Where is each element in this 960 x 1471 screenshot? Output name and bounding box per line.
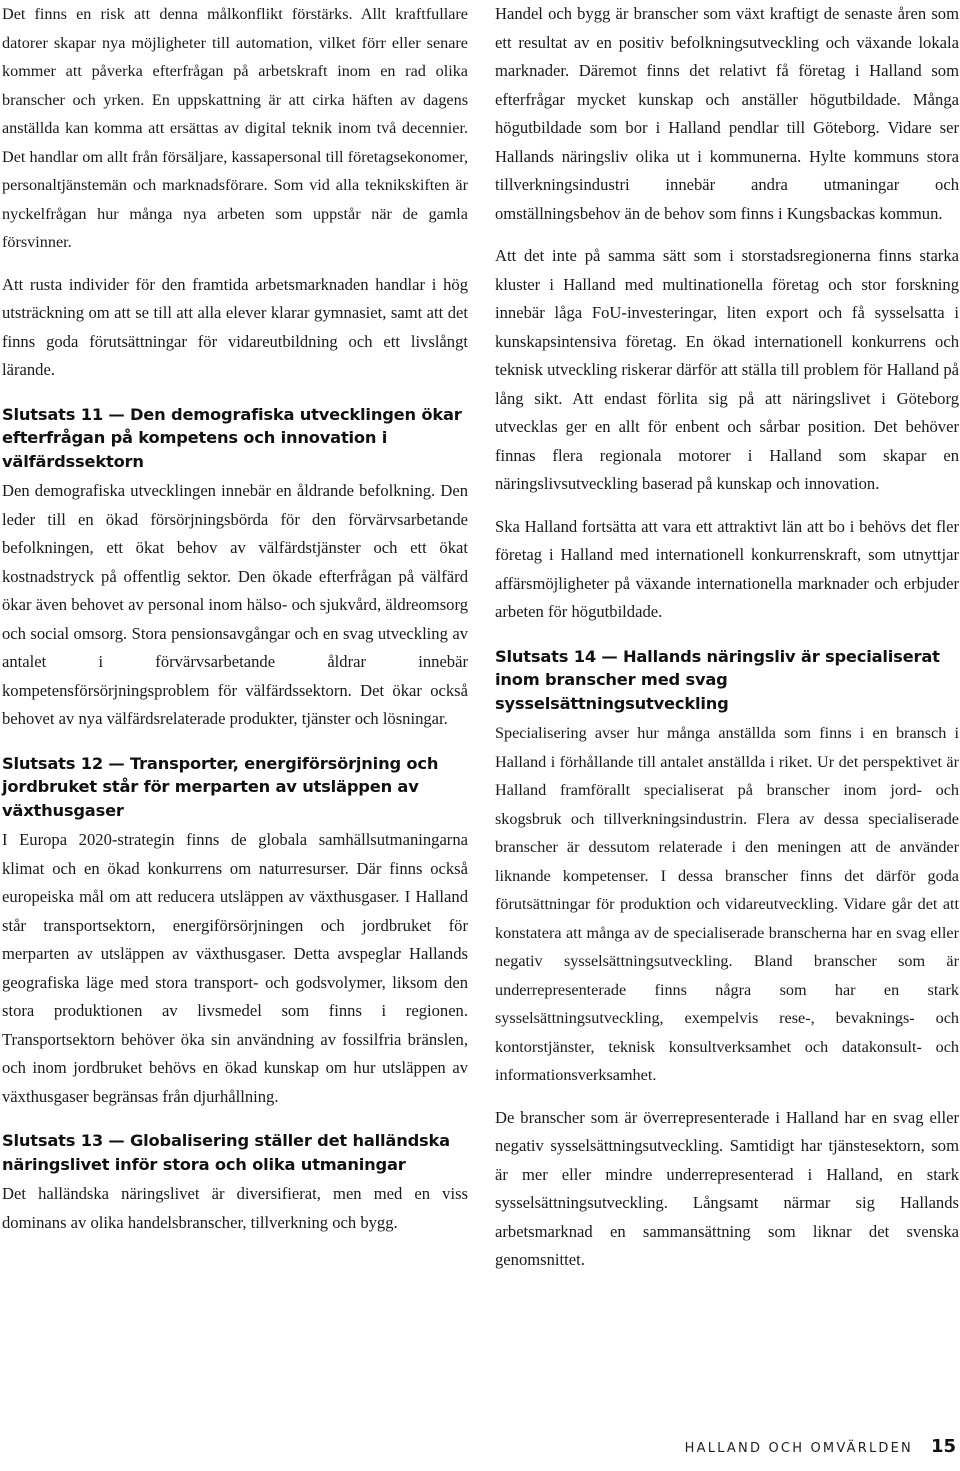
- paragraph: I Europa 2020-strategin finns de globala samhällsutmaningarna klimat och en ökad konkurrens om naturresurser. Där finns också europeiska mål om att reducera utsläppen av växthusgaser. I Halland står transportsektorn, energiförsörjningen och jordbruket för merparten av utsläppen av växthusgaser. Detta avspeglar Hallands geografiska läge med stora transport- och godsvolymer, liksom den stora produktionen av livsmedel som finns i regionen. Transportsektorn behöver öka sin användning av fossilfria bränslen, och inom jordbruket behövs en ökad kunskap om hur utsläppen av växthusgaser begränsas från djurhållning.: [2, 830, 468, 1106]
- page-number: 15: [930, 1436, 956, 1457]
- paragraph: Att det inte på samma sätt som i storstadsregionerna finns starka kluster i Halland med multinationella företag och stor forskning innebär låga FoU-investeringar, liten export och få sysselsatta i kunskapsintensiva företag. En ökad internationell konkurrens och teknisk utveckling riskerar därför att ställa till problem för Halland på lång sikt. Att endast förlita sig på att näringslivet i Göteborg utvecklas ger en allt för enbent och sårbar position. Det behöver finnas flera regionala motorer i Halland som skapar en näringslivsutveckling baserad på kunskap och innovation.: [495, 246, 959, 493]
- page-footer: [685, 1436, 956, 1457]
- section-heading-slutsats-14: Slutsats 14 — Hallands näringsliv är specialiserat inom branscher med svag sysselsättningsutveckling: [495, 646, 940, 713]
- right-column: [495, 0, 959, 1289]
- section-heading-slutsats-12: Slutsats 12 — Transporter, energiförsörjning och jordbruket står för merparten av utsläppen av växthusgaser: [2, 753, 439, 820]
- publication-title: HALLAND OCH OMVÄRLDEN: [684, 1441, 913, 1456]
- section-heading-slutsats-13: Slutsats 13 — Globalisering ställer det halländska näringslivet inför stora och olika utmaningar: [2, 1131, 450, 1174]
- paragraph: Specialisering avser hur många anställda som finns i en bransch i Halland i förhållande till antalet anställda i riket. Ur det perspektivet är Halland framförallt specialiserat på branscher inom jord- och skogsbruk och tillverkningsindustrin. Flera av dessa specialiserade branscher är dessutom relaterade i den meningen att de använder liknande kompetenser. I dessa branscher finns det därför goda förutsättningar för produktion och vidareutveckling. Vidare går det att konstatera att många av de specialiserade branscherna har en svag eller negativ sysselsättningsutveckling. Bland branscher som är underrepresenterade finns några som har en stark sysselsättningsutveckling, exempelvis rese-, bevaknings- och kontorstjänster, teknisk konsultverksamhet och datakonsult- och informationsverksamhet.: [495, 724, 959, 1084]
- paragraph: Att rusta individer för den framtida arbetsmarknaden handlar i hög utsträckning om att se till att alla elever klarar gymnasiet, samt att det finns goda förutsättningar för vidareutbildning och ett livslångt lärande.: [2, 274, 468, 379]
- left-column: [2, 0, 468, 1251]
- paragraph: De branscher som är överrepresenterade i Halland har en svag eller negativ sysselsättningsutveckling. Samtidigt har tjänstesektorn, som är mer eller mindre underrepresenterad i Halland, en stark sysselsättningsutveckling. Långsamt närmar sig Hallands arbetsmarknad en sammansättning som liknar det svenska genomsnittet.: [495, 1107, 959, 1269]
- paragraph: Det halländska näringslivet är diversifierat, men med en viss dominans av olika handelsbranscher, tillverkning och bygg.: [2, 1184, 468, 1232]
- section-heading-slutsats-11: Slutsats 11 — Den demografiska utvecklingen ökar efterfrågan på kompetens och innovation i välfärdssektorn: [2, 404, 462, 471]
- paragraph: Handel och bygg är branscher som växt kraftigt de senaste åren som ett resultat av en positiv befolkningsutveckling och växande lokala marknader. Däremot finns det relativt få företag i Halland som efterfrågar mycket kunskap och anställer högutbildade. Många högutbildade som bor i Halland pendlar till Göteborg. Vidare ser Hallands näringsliv olika ut i kommunerna. Hylte kommuns stora tillverkningsindustri innebär andra utmaningar och omställningsbehov än de behov som finns i Kungsbackas kommun.: [495, 4, 959, 223]
- paragraph: Den demografiska utvecklingen innebär en åldrande befolkning. Den leder till en ökad försörjningsbörda för den förvärvsarbetande befolkningen, ett ökat behov av välfärdstjänster och ett ökat kostnadstryck på offentlig sektor. Den ökade efterfrågan på välfärd ökar även behovet av personal inom hälso- och sjukvård, äldreomsorg och social omsorg. Stora pensionsavgångar och en svag utveckling av antalet i förvärvsarbetande åldrar innebär kompetensförsörjningsproblem för välfärdssektorn. Det ökar också behovet av nya välfärdsrelaterade produkter, tjänster och lösningar.: [2, 481, 468, 728]
- paragraph: Ska Halland fortsätta att vara ett attraktivt län att bo i behövs det fler företag i Halland med internationell konkurrenskraft, som utnyttjar affärsmöjligheter på växande internationella marknader och erbjuder arbeten för högutbildade.: [495, 516, 959, 621]
- paragraph: Det finns en risk att denna målkonflikt förstärks. Allt kraftfullare datorer skapar nya möjligheter till automation, vilket förr eller senare kommer att påverka efterfrågan på arbetskraft inom en rad olika branscher och yrken. En uppskattning är att cirka häften av dagens anställda kan komma att ersättas av digital teknik inom två decennier. Det handlar om allt från försäljare, kassapersonal till företagsekonomer, personaltjänstemän och marknadsförare. Som vid alla teknikskiften är nyckelfrågan hur många nya arbeten som uppstår när de gamla försvinner.: [2, 5, 468, 251]
